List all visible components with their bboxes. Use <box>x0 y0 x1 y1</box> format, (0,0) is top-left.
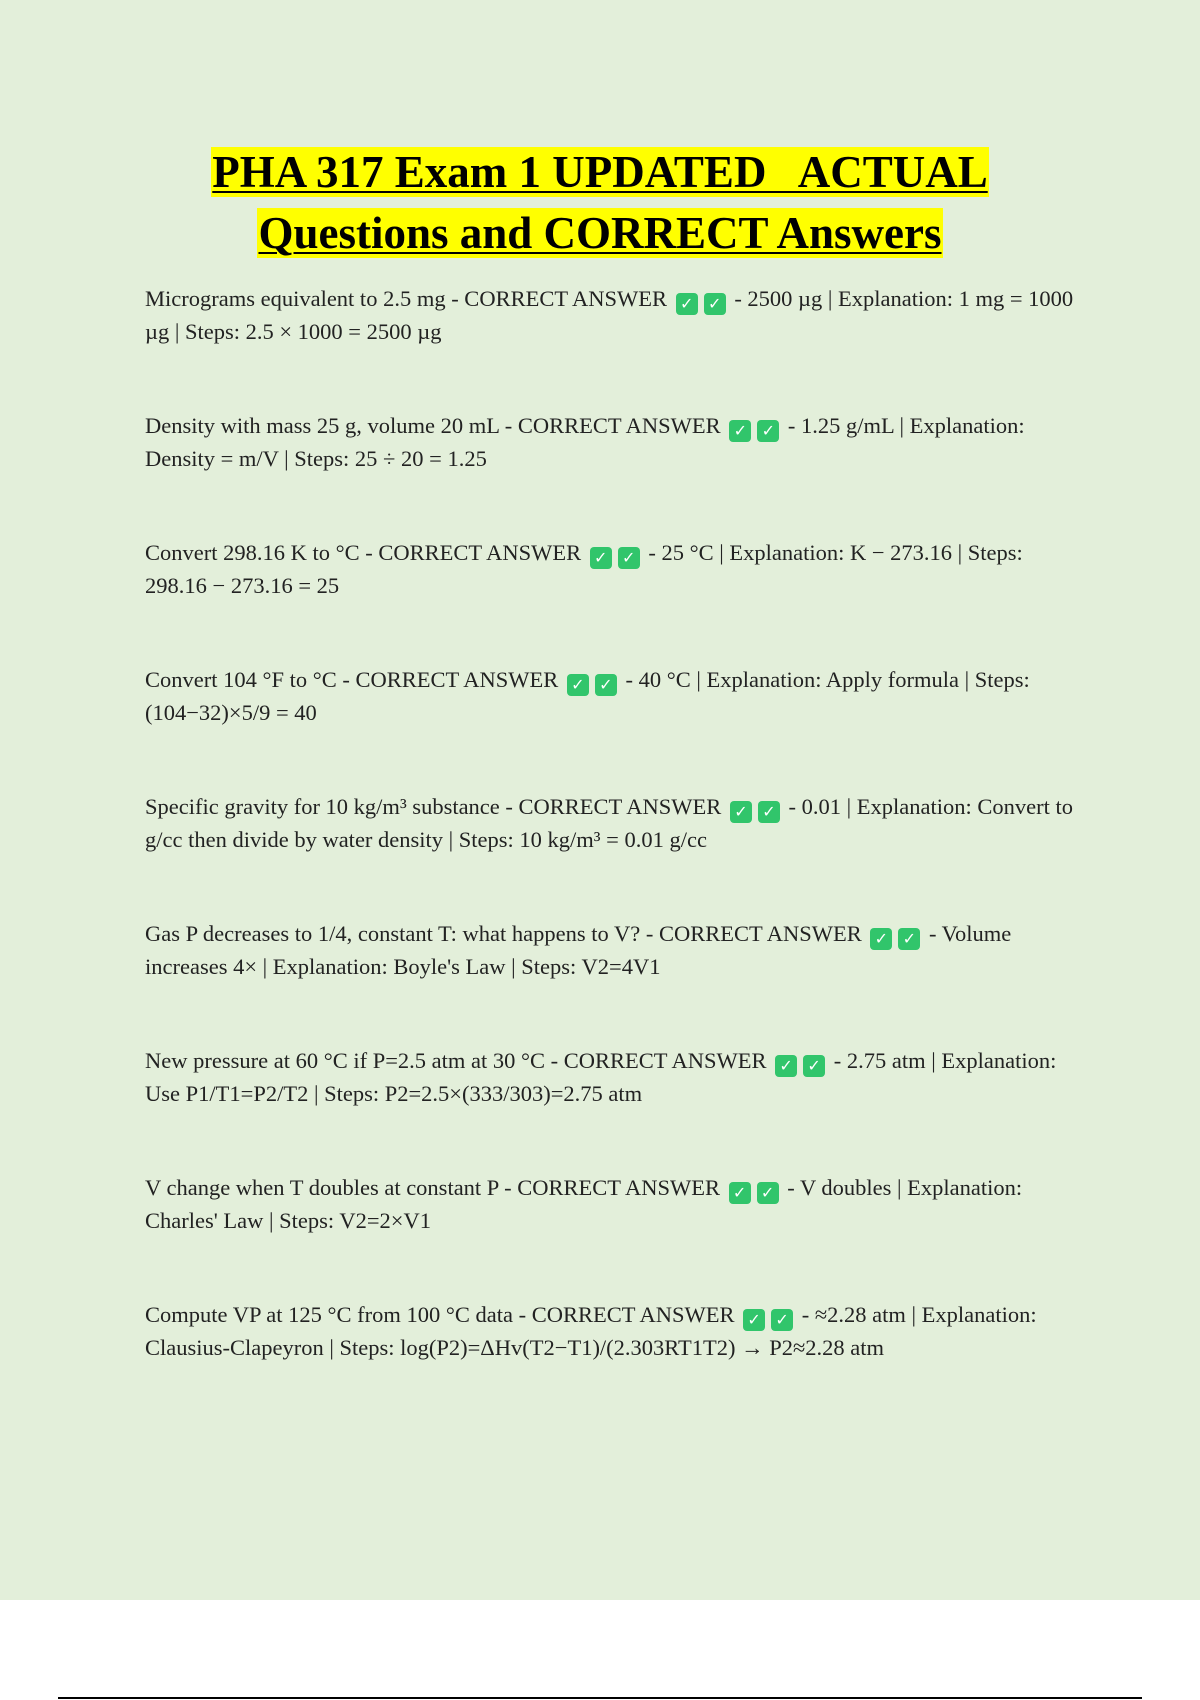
check-mark-icon: ✓ <box>595 674 617 696</box>
qa-question: New pressure at 60 °C if P=2.5 atm at 30 °C - CORRECT ANSWER <box>145 1048 767 1073</box>
check-mark-icon: ✓ <box>870 928 892 950</box>
check-mark-icon: ✓ <box>729 1182 751 1204</box>
check-mark-icon: ✓ <box>771 1309 793 1331</box>
qa-answer: - Volume increases 4× | Explanation: Boyle's Law | Steps: V2=4V1 <box>145 921 1012 979</box>
check-mark-icon: ✓ <box>898 928 920 950</box>
qa-item <box>145 1172 1090 1299</box>
check-mark-icon: ✓ <box>775 1055 797 1077</box>
title-line-1: PHA 317 Exam 1 UPDATED ACTUAL <box>212 147 988 197</box>
qa-question: Specific gravity for 10 kg/m³ substance - CORRECT ANSWER <box>145 794 722 819</box>
footer-divider <box>58 1697 1142 1699</box>
qa-item <box>145 918 1090 1045</box>
qa-question: Convert 104 °F to °C - CORRECT ANSWER <box>145 667 559 692</box>
check-mark-icon: ✓ <box>730 801 752 823</box>
qa-item <box>145 283 1090 410</box>
qa-answer: - 2.75 atm | Explanation: Use P1/T1=P2/T2 | Steps: P2=2.5×(333/303)=2.75 atm <box>145 1048 1057 1106</box>
qa-question: Compute VP at 125 °C from 100 °C data - CORRECT ANSWER <box>145 1302 735 1327</box>
qa-question: V change when T doubles at constant P - CORRECT ANSWER <box>145 1175 720 1200</box>
qa-question: Convert 298.16 K to °C - CORRECT ANSWER <box>145 540 582 565</box>
qa-item <box>145 1045 1090 1172</box>
qa-list <box>145 283 1090 1426</box>
qa-answer: - 25 °C | Explanation: K − 273.16 | Steps: 298.16 − 273.16 = 25 <box>145 540 1023 598</box>
check-mark-icon: ✓ <box>758 801 780 823</box>
check-mark-icon: ✓ <box>743 1309 765 1331</box>
check-mark-icon: ✓ <box>729 420 751 442</box>
check-mark-icon: ✓ <box>567 674 589 696</box>
qa-item <box>145 791 1090 918</box>
qa-answer: - 1.25 g/mL | Explanation: Density = m/V | Steps: 25 ÷ 20 = 1.25 <box>145 413 1025 471</box>
qa-answer: - 40 °C | Explanation: Apply formula | Steps: (104−32)×5/9 = 40 <box>145 667 1030 725</box>
check-mark-icon: ✓ <box>803 1055 825 1077</box>
check-mark-icon: ✓ <box>676 293 698 315</box>
check-mark-icon: ✓ <box>757 420 779 442</box>
check-mark-icon: ✓ <box>704 293 726 315</box>
qa-question: Density with mass 25 g, volume 20 mL - CORRECT ANSWER <box>145 413 721 438</box>
qa-answer: - 2500 µg | Explanation: 1 mg = 1000 µg | Steps: 2.5 × 1000 = 2500 µg <box>145 286 1074 344</box>
check-mark-icon: ✓ <box>590 547 612 569</box>
title-line-2: Questions and CORRECT Answers <box>258 208 942 258</box>
qa-question: Micrograms equivalent to 2.5 mg - CORRECT ANSWER <box>145 286 668 311</box>
qa-answer: - ≈2.28 atm | Explanation: Clausius-Clapeyron | Steps: log(P2)=ΔHv(T2−T1)/(2.303RT1T2) → P2≈2.28 atm <box>145 1302 1037 1360</box>
check-mark-icon: ✓ <box>757 1182 779 1204</box>
qa-item <box>145 664 1090 791</box>
qa-item <box>145 537 1090 664</box>
check-mark-icon: ✓ <box>618 547 640 569</box>
qa-item <box>145 1299 1090 1426</box>
qa-answer: - 0.01 | Explanation: Convert to g/cc then divide by water density | Steps: 10 kg/m³ = 0.01 g/cc <box>145 794 1073 852</box>
qa-answer: - V doubles | Explanation: Charles' Law | Steps: V2=2×V1 <box>145 1175 1023 1233</box>
qa-item <box>145 410 1090 537</box>
qa-question: Gas P decreases to 1/4, constant T: what happens to V? - CORRECT ANSWER <box>145 921 862 946</box>
document-title <box>0 142 1200 264</box>
